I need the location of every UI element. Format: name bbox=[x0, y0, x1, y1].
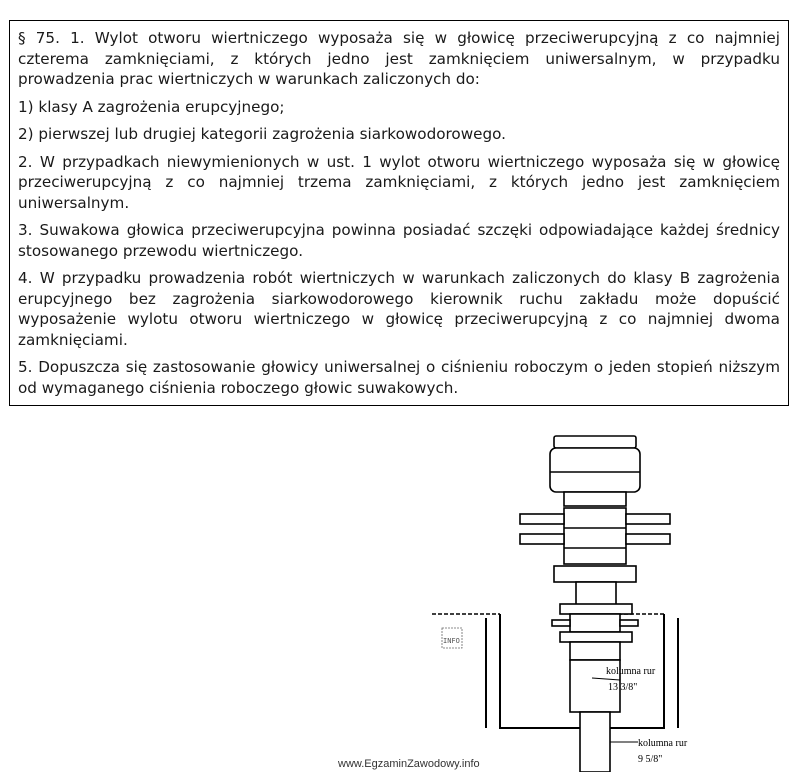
paragraph-3: 3. Suwakowa głowica przeciwerupcyjna powinna posiadać szczęki odpowiadające każdej średnicy stosowanego przewodu wiertniczego. bbox=[18, 221, 780, 260]
annular-preventer bbox=[550, 436, 640, 506]
regulation-text-box bbox=[9, 20, 789, 406]
label-casing-13-title: kolumna rur bbox=[606, 666, 656, 677]
label-casing-9-size: 9 5/8" bbox=[638, 754, 663, 765]
paragraph-5: 5. Dopuszcza się zastosowanie głowicy uniwersalnej o ciśnieniu roboczym o jeden stopień niższym od wymaganego ciśnienia roboczego głowic suwakowych. bbox=[18, 358, 780, 397]
bop-diagram bbox=[420, 428, 688, 772]
drilling-spool bbox=[552, 566, 638, 660]
info-stamp bbox=[442, 628, 462, 648]
label-casing-13-size: 13 3/8" bbox=[608, 682, 638, 693]
ram-preventers bbox=[520, 508, 670, 564]
paragraph-item-1: 1) klasy A zagrożenia erupcyjnego; bbox=[18, 97, 285, 116]
paragraph-2: 2. W przypadkach niewymienionych w ust. 1 wylot otworu wiertniczego wyposaża się w głowicę przeciwerupcyjną z co najmniej trzema zamknięciami, z których jedno jest zamknięciem uniwersalnym. bbox=[18, 152, 780, 212]
bop-diagram-svg bbox=[420, 428, 688, 772]
label-casing-9-title: kolumna rur bbox=[638, 738, 688, 749]
paragraph-item-2: 2) pierwszej lub drugiej kategorii zagrożenia siarkowodorowego. bbox=[18, 125, 506, 143]
info-stamp-text: INFO bbox=[443, 637, 460, 645]
paragraph-75-1: § 75. 1. Wylot otworu wiertniczego wyposaża się w głowicę przeciwerupcyjną z co najmniej czterema zamknięciami, z których jedno jest zamknięciem uniwersalnym, w przypadku prowadzenia prac wiertniczych w warunkach zaliczonych do: bbox=[18, 29, 780, 88]
label-casing-9 bbox=[610, 738, 688, 765]
paragraph-4: 4. W przypadku prowadzenia robót wiertniczych w warunkach zaliczonych do klasy B zagrożenia erupcyjnego bez zagrożenia siarkowodorowego kierownik ruchu zakładu może dopuścić wyposażenie wylotu otworu wiertniczego w głowicę przeciwerupcyjną z co najmniej dwoma zamknięciami. bbox=[18, 269, 780, 349]
footer-website: www.EgzaminZawodowy.info bbox=[338, 758, 480, 770]
